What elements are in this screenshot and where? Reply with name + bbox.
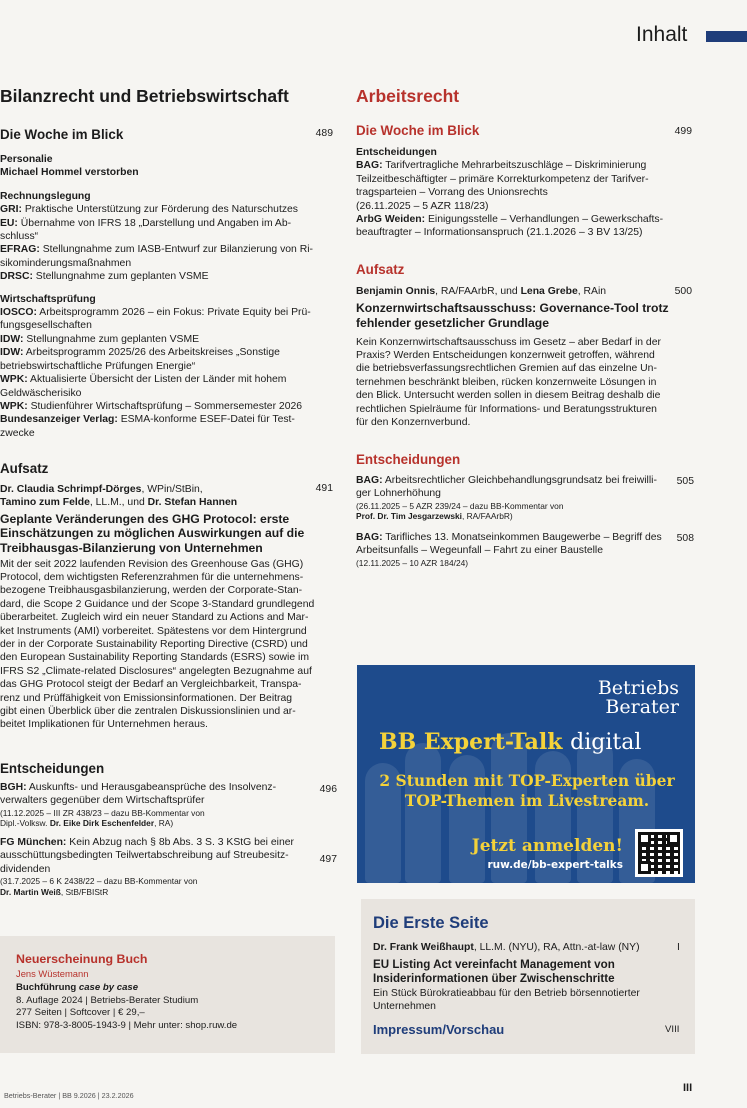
text-line: bezogene Treibhausgasbilanzierung, werden der Corporate-Stan- — [0, 585, 303, 597]
right-aufsatz-title: Aufsatz — [356, 262, 405, 277]
decision-court: BGH: — [0, 782, 27, 793]
commentator-title: , StB/FBIStR — [60, 886, 109, 897]
item-text: zwecke — [0, 427, 35, 439]
ad-headline-digital: digital — [570, 730, 642, 755]
book-box-title: Neuerscheinung Buch — [16, 952, 148, 966]
author-zumfelde-title: , LL.M., und — [89, 497, 148, 509]
left-woche-title: Die Woche im Blick — [0, 127, 124, 142]
left-decision-2-page: 497 — [319, 854, 337, 865]
rechnung-list — [0, 203, 313, 283]
erste-seite-title: Die Erste Seite — [373, 914, 489, 932]
erste-description — [373, 987, 683, 1014]
item-institution: IDW: — [0, 333, 24, 345]
right-decision-2-page: 508 — [676, 533, 694, 544]
item-institution: GRI: — [0, 204, 22, 216]
list-item — [0, 400, 303, 413]
decision-text-2: ger Lohnerhöhung — [356, 488, 441, 500]
item-text: sikominderungsmaßnahmen — [0, 257, 132, 269]
item-institution: EU: — [0, 217, 18, 229]
list-item — [0, 230, 300, 243]
decision-text: Kein Abzug nach § 8b Abs. 3 S. 3 KStG bei einer — [66, 837, 294, 848]
erste-desc-1: Ein Stück Bürokratieabbau für den Betrieb börsennotierter — [373, 988, 640, 999]
book-edition: 8. Auflage 2024 | Betriebs-Berater Studium — [16, 994, 199, 1006]
decision-ref: (11.12.2025 – III ZR 438/23 – dazu BB-Kommentar von — [0, 807, 205, 818]
text-line: den Blick. Untersucht werden sollen in diesem Beitrag deshalb die — [356, 390, 661, 402]
right-aufsatz-page: 500 — [674, 286, 692, 297]
text-line: dard, die Scope 2 Guidance und der Scope 3-Standard grundlegend — [0, 598, 315, 610]
item-text: Geldwäscherisiko — [0, 387, 82, 399]
ad-brand-logo — [598, 679, 679, 717]
right-ent-heading: Entscheidungen — [356, 147, 437, 158]
page-footer: Betriebs-Berater | BB 9.2026 | 23.2.2026 — [4, 1091, 134, 1100]
decision-text: Auskunfts- und Herausgabeansprüche des Insolvenz- — [26, 782, 277, 793]
arbg-text-2: beauftragter – Informationsanspruch (21.1.2026 – 3 BV 13/25) — [356, 227, 643, 239]
right-woche-page: 499 — [674, 126, 692, 137]
item-institution: WPK: — [0, 400, 28, 412]
list-item — [0, 373, 300, 386]
ad-subline-1: 2 Stunden mit TOP-Experten über — [379, 771, 675, 790]
text-line: Mit der seit 2022 laufenden Revision des Greenhouse Gas (GHG) — [0, 558, 304, 570]
section-title-arbeitsrecht: Arbeitsrecht — [356, 86, 460, 106]
ad-headline — [379, 729, 679, 756]
author-schrimpf-title: , WPin/StBin, — [141, 484, 203, 495]
book-name: Buchführung — [16, 982, 79, 993]
ad-headline-main: BB Expert-Talk — [379, 729, 563, 755]
list-item — [0, 360, 300, 373]
list-item — [0, 243, 313, 256]
list-item — [0, 217, 300, 230]
decision-text-2: Arbeitsunfalls – Wegeunfall – Fahrt zu einer Baustelle — [356, 545, 604, 557]
text-line: Protocol, dem wichtigsten Referenzrahmen für die unternehmens- — [0, 572, 304, 583]
item-text: Stellungnahme zum geplanten VSME — [32, 271, 209, 283]
erste-title-2: Insiderinformationen über Zwischenschritte — [373, 972, 615, 985]
list-item — [0, 427, 300, 440]
item-text: Arbeitsprogramm 2026 – ein Fokus: Private Equity bei Prü- — [36, 307, 311, 319]
erste-desc-2: Unternehmen — [373, 1001, 436, 1013]
text-line: gibt einen Überblick über die zentralen Diskussionslinien und ar- — [0, 706, 296, 718]
text-line: ket Instruments (AMI) vorbereitet. Spätestens vor dem Hintergrund — [0, 625, 307, 637]
text-line: renz und Prüffähigkeit von Emissionsinformationen. Der Beitrag — [0, 692, 293, 704]
list-item — [0, 306, 311, 319]
bag-text-3: tragsparteien – Vorrang des Unionsrechts — [356, 187, 548, 199]
item-text: betriebswirtschaftliche Prüfungen Energie“ — [0, 360, 196, 372]
book-pages: 277 Seiten | Softcover | € 29,– — [16, 1007, 145, 1019]
text-line: ternehmen beschränkt bleiben, rücken konzernweite Lösungen in — [356, 376, 657, 388]
author-zumfelde: Tamino zum Felde — [0, 497, 90, 509]
decision-text-3: dividenden — [0, 863, 51, 875]
list-item — [0, 270, 300, 283]
decision-court: FG München: — [0, 837, 67, 848]
ad-subline-2: TOP-Themen im Livestream. — [404, 791, 650, 810]
erste-title-1: EU Listing Act vereinfacht Management von — [373, 958, 615, 971]
left-entscheidungen-title: Entscheidungen — [0, 761, 105, 776]
list-item — [0, 319, 300, 332]
text-line: der in der Corporate Sustainability Reporting Directive (CSRD) und — [0, 639, 308, 651]
author-schrimpf: Dr. Claudia Schrimpf-Dörges — [0, 484, 142, 495]
decision-ref: (12.11.2025 – 10 AZR 184/24) — [356, 557, 469, 568]
item-text: Praktische Unterstützung zur Förderung des Naturschutzes — [21, 204, 298, 216]
right-woche-title: Die Woche im Blick — [356, 123, 480, 138]
decision-text-2: ausschüttungsbedingten Teilwertabschreibung auf Streubesitz- — [0, 850, 289, 862]
text-line: rechtlichen Spielräume für Informations- und Beratungsstrukturen — [356, 403, 657, 415]
arbg-text-1: Einigungsstelle – Verhandlungen – Gewerkschafts- — [425, 214, 664, 226]
item-institution: WPK: — [0, 374, 28, 386]
left-decision-2 — [0, 836, 300, 897]
pruefung-heading: Wirtschaftsprüfung — [0, 293, 96, 305]
left-aufsatz-page: 491 — [315, 483, 333, 494]
item-institution: EFRAG: — [0, 244, 40, 256]
item-text: Arbeitsprogramm 2025/26 des Arbeitskreises „Sonstige — [23, 347, 280, 359]
item-institution: IOSCO: — [0, 307, 37, 319]
text-line: überarbeitet. Zugleich wird ein neuer Standard zu Actions and Mar- — [0, 612, 309, 624]
author-grebe: Lena Grebe — [520, 286, 578, 297]
text-line: die betriebsverfassungsrechtlichen Gremien auf das einzelne Un- — [356, 363, 657, 375]
text-line: beitet Implikationen für Unternehmen heraus. — [0, 719, 208, 731]
decision-court: BAG: — [356, 475, 383, 486]
list-item — [0, 203, 300, 216]
right-woche-block — [356, 146, 666, 240]
pruefung-list — [0, 306, 311, 440]
book-details — [16, 982, 326, 1032]
book-announcement-box — [0, 936, 335, 1053]
text-line: den European Sustainability Reporting Standards (ESRS) sowie im — [0, 652, 309, 664]
author-onnis-title: , RA/FAArbR, und — [435, 286, 521, 297]
list-item — [0, 387, 300, 400]
decision-text-2: verwalters gegenüber dem Wirtschaftsprüfer — [0, 795, 205, 807]
right-entscheidungen-title: Entscheidungen — [356, 452, 461, 467]
bag-text-4: (26.11.2025 – 5 AZR 118/23) — [356, 200, 489, 212]
section-title-bilanzrecht: Bilanzrecht und Betriebswirtschaft — [0, 86, 289, 106]
erste-article-title — [373, 958, 673, 986]
author-hannen: Dr. Stefan Hannen — [147, 497, 238, 509]
text-line: fehlender gesetzlicher Grundlage — [356, 316, 550, 330]
ad-cta-button[interactable]: Jetzt anmelden! — [471, 836, 623, 856]
right-aufsatz-block — [356, 285, 669, 429]
decision-court: BAG: — [356, 532, 383, 543]
left-article-abstract — [0, 558, 315, 732]
decision-ref-prefix: Dipl.-Volksw. — [0, 818, 50, 829]
item-institution: Bundesanzeiger Verlag: — [0, 414, 118, 426]
list-item — [0, 333, 300, 346]
commentator-name: Dr. Martin Weiß — [0, 886, 61, 897]
left-article-title — [0, 511, 305, 556]
text-line: für den Konzernverbund. — [356, 417, 471, 429]
text-line: das GHG Protocol steigt der Bedarf an Vergleichbarkeit, Transpa- — [0, 679, 302, 691]
impressum-link[interactable]: Impressum/Vorschau — [373, 1022, 505, 1037]
item-text: fungsgesellschaften — [0, 320, 92, 332]
item-text: Studienführer Wirtschaftsprüfung – Sommersemester 2026 — [27, 400, 303, 412]
decision-ref: (31.7.2025 – 6 K 2438/22 – dazu BB-Kommentar von — [0, 876, 198, 887]
right-decision-1 — [356, 474, 661, 522]
list-item — [0, 413, 300, 426]
erste-seite-box — [361, 899, 695, 1054]
right-article-abstract — [356, 336, 661, 430]
commentator-name: Prof. Dr. Tim Jesgarzewski — [356, 511, 462, 522]
ad-url-link[interactable]: ruw.de/bb-expert-talks — [487, 859, 623, 871]
bag-text-1: Tarifvertragliche Mehrarbeitszuschläge – Diskriminierung — [382, 160, 647, 172]
book-name-italic: case by case — [78, 982, 139, 993]
left-woche-page: 489 — [315, 128, 333, 139]
left-aufsatz-block — [0, 483, 315, 732]
impressum-page: VIII — [665, 1024, 680, 1035]
page-number: III — [683, 1082, 693, 1094]
text-line: Einschätzungen zu möglichen Auswirkungen auf die — [0, 526, 305, 541]
rechnung-heading: Rechnungslegung — [0, 190, 91, 202]
decision-text: Arbeitsrechtlicher Gleichbehandlungsgrundsatz bei freiwilli- — [382, 475, 657, 486]
ad-brand-line-1: Betriebs — [597, 677, 679, 699]
left-decision-1 — [0, 781, 300, 829]
header-accent-bar — [706, 31, 747, 42]
item-text: Aktualisierte Übersicht der Listen der Länder mit hohem — [27, 374, 287, 386]
personalie-text: Michael Hommel verstorben — [0, 167, 139, 179]
bag-text-2: Teilzeitbeschäftigter – primäre Korrekturkompetenz der Tarifver- — [356, 173, 649, 185]
list-item — [0, 346, 300, 359]
author-onnis: Benjamin Onnis — [356, 286, 436, 297]
arbg-court: ArbG Weiden: — [356, 214, 426, 226]
expert-talk-ad[interactable] — [357, 665, 695, 883]
erste-author — [373, 941, 673, 954]
book-isbn[interactable]: ISBN: 978-3-8005-1943-9 | Mehr unter: shop.ruw.de — [16, 1019, 238, 1031]
item-institution: IDW: — [0, 347, 24, 359]
item-text: Stellungnahme zum geplanten VSME — [23, 333, 200, 345]
text-line: Geplante Veränderungen des GHG Protocol: erste — [0, 511, 290, 526]
book-author: Jens Wüstemann — [16, 968, 89, 979]
qr-code-icon[interactable] — [635, 829, 683, 877]
left-woche-block — [0, 153, 313, 440]
item-text: schluss“ — [0, 231, 39, 243]
decision-text: Tarifliches 13. Monatseinkommen Baugewerbe – Begriff des — [382, 532, 662, 543]
item-text: ESMA-konforme ESEF-Datei für Test- — [117, 414, 295, 426]
ad-subline — [371, 771, 683, 811]
right-article-title — [356, 301, 669, 330]
list-item — [0, 257, 300, 270]
personalie-heading: Personalie — [0, 154, 53, 165]
page-header-title: Inhalt — [636, 23, 688, 46]
right-decision-1-page: 505 — [676, 476, 694, 487]
author-grebe-title: , RAin — [577, 286, 607, 297]
bag-court: BAG: — [356, 160, 383, 172]
erste-page: I — [677, 942, 680, 953]
item-text: Übernahme von IFRS 18 „Darstellung und Angaben im Ab- — [17, 217, 292, 229]
left-decision-1-page: 496 — [319, 784, 337, 795]
ad-brand-line-2: Berater — [605, 696, 679, 718]
commentator-title: , RA) — [154, 818, 174, 829]
commentator-name: Dr. Eike Dirk Eschenfelder — [49, 818, 155, 829]
text-line: Praxis? Werden Entscheidungen konzernweit getroffen, während — [356, 350, 655, 361]
ad-silhouette — [405, 743, 441, 883]
item-institution: DRSC: — [0, 271, 33, 283]
erste-author-name: Dr. Frank Weißhaupt — [373, 942, 474, 953]
text-line: Konzernwirtschaftsausschuss: Governance-Tool trotz — [356, 301, 669, 316]
erste-author-title: , LL.M. (NYU), RA, Attn.-at-law (NY) — [473, 942, 640, 953]
commentator-title: , RA/FAArbR) — [461, 511, 513, 522]
text-line: IFRS S2 „Climate-related Disclosures“ angelegten Bezugnahme auf — [0, 665, 312, 677]
decision-ref: (26.11.2025 – 5 AZR 239/24 – dazu BB-Kommentar von — [356, 500, 564, 511]
text-line: Treibhausgas-Bilanzierung von Unternehmen — [0, 541, 263, 555]
left-aufsatz-title: Aufsatz — [0, 461, 49, 476]
item-text: Stellungnahme zum IASB-Entwurf zur Bilanzierung von Ri- — [39, 244, 313, 256]
text-line: Kein Konzernwirtschaftsausschuss im Gesetz – aber Bedarf in der — [356, 336, 661, 348]
right-decision-2 — [356, 531, 661, 568]
